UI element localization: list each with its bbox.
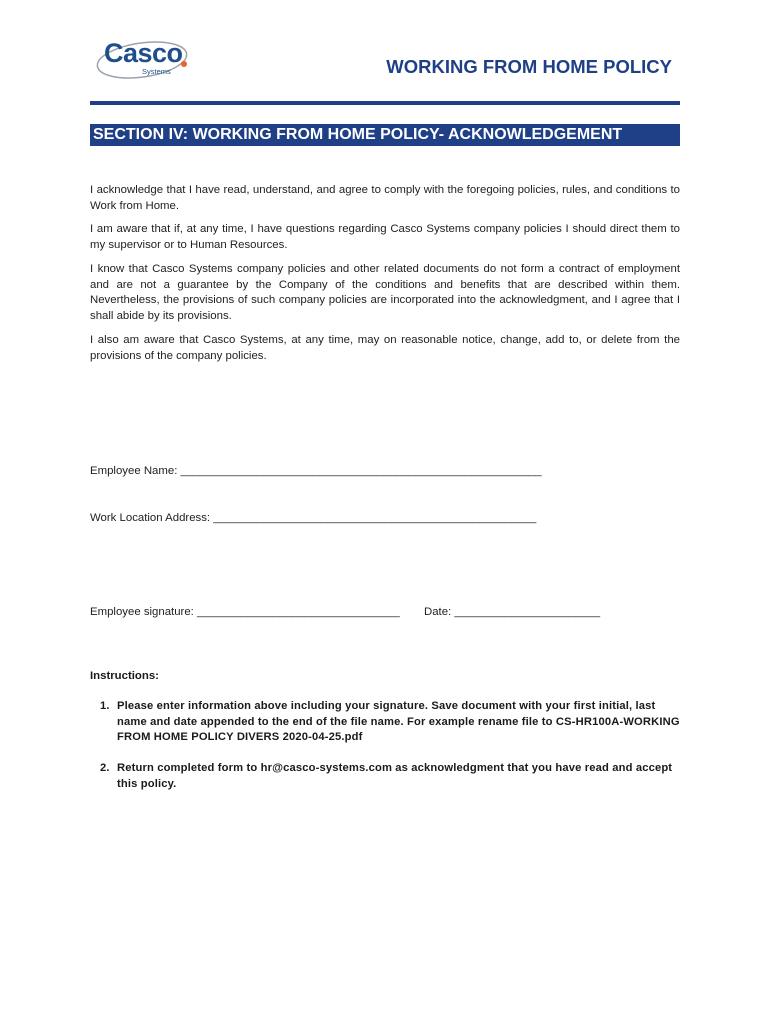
logo-tagline: Systems bbox=[142, 67, 171, 76]
instruction-item bbox=[100, 761, 680, 792]
work-location-field[interactable]: Work Location Address: ___________________________________________________ bbox=[90, 512, 537, 524]
instruction-item bbox=[100, 699, 680, 746]
date-field[interactable]: Date: _______________________ bbox=[424, 606, 601, 618]
header-divider bbox=[90, 101, 680, 105]
paragraph-acknowledge: I acknowledge that I have read, understand, and agree to comply with the foregoing policies, rules, and conditions to Work from Home. bbox=[90, 184, 680, 212]
paragraph-questions: I am aware that if, at any time, I have questions regarding Casco Systems company policies I should direct them to my supervisor or to Human Resources. bbox=[90, 223, 680, 251]
company-logo bbox=[96, 38, 192, 82]
employee-signature-field[interactable]: Employee signature: ________________________________ bbox=[90, 606, 400, 618]
instruction-number: 1. bbox=[100, 700, 110, 712]
instruction-number: 2. bbox=[100, 762, 110, 774]
logo-wordmark: Casco bbox=[104, 38, 183, 68]
instruction-text: Return completed form to hr@casco-systems.com as acknowledgment that you have read and accept this policy. bbox=[117, 762, 673, 790]
instruction-text: Please enter information above including your signature. Save document with your first initial, last name and date appended to the end of the file name. For example rename file to CS-HR100A-WORKING FROM HOME POLICY DIVERS 2020-04-25.pdf bbox=[117, 700, 680, 743]
employee-name-field[interactable]: Employee Name: _________________________________________________________ bbox=[90, 465, 542, 477]
paragraph-changes: I also am aware that Casco Systems, at any time, may on reasonable notice, change, add to, or delete from the provisions of the company policies. bbox=[90, 334, 680, 362]
section-heading: SECTION IV: WORKING FROM HOME POLICY- ACKNOWLEDGEMENT bbox=[90, 124, 680, 146]
document-title: WORKING FROM HOME POLICY bbox=[386, 56, 672, 77]
paragraph-no-contract: I know that Casco Systems company policies and other related documents do not form a contract of employment and are not a guarantee by the Company of the conditions and benefits that are described within them. Nevertheless, the provisions of such company policies are incorporated into the acknowledgment, and I agree that I shall abide by its provisions. bbox=[90, 263, 680, 322]
instructions-heading: Instructions: bbox=[90, 670, 159, 682]
